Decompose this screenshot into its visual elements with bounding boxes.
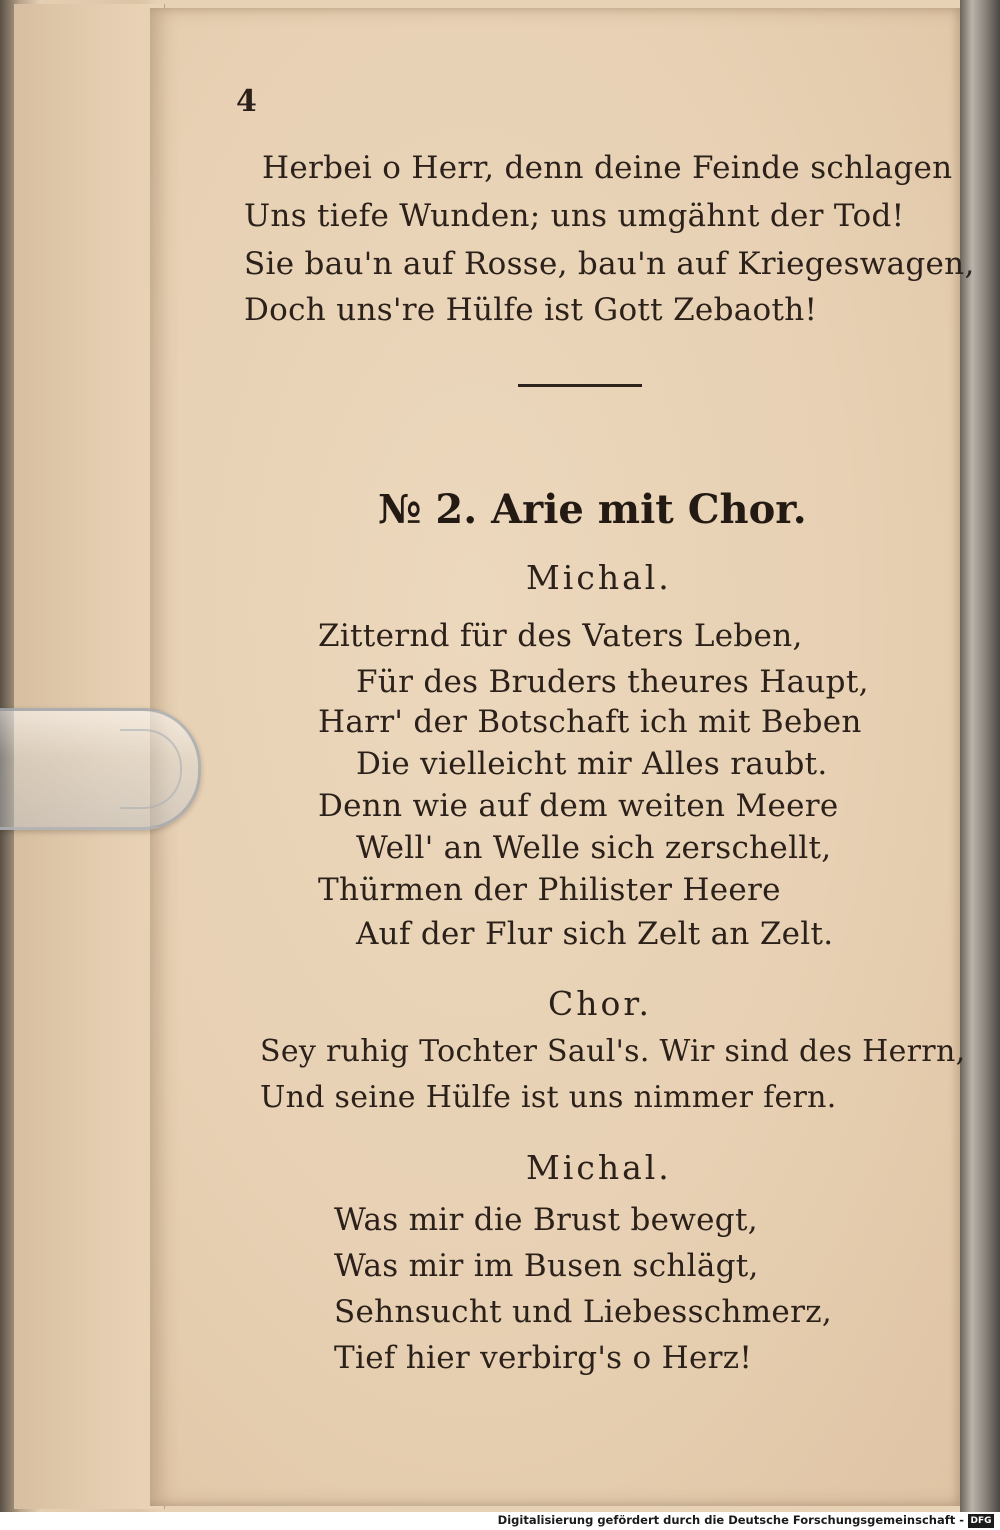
verse-line: Herbei o Herr, denn deine Feinde schlagen	[262, 150, 953, 186]
verse-line: Was mir im Busen schlägt,	[334, 1248, 759, 1284]
dfg-logo: DFG	[968, 1514, 994, 1528]
verse-line: Die vielleicht mir Alles raubt.	[356, 746, 828, 782]
page-clip-loop	[120, 729, 182, 809]
verse-line: Sie bau'n auf Rosse, bau'n auf Kriegeswagen,	[244, 246, 975, 282]
verse-line: Doch uns're Hülfe ist Gott Zebaoth!	[244, 292, 818, 328]
section-divider	[518, 384, 642, 387]
verse-line: Auf der Flur sich Zelt an Zelt.	[356, 916, 834, 952]
verse-line: Sey ruhig Tochter Saul's. Wir sind des Herrn,	[260, 1034, 966, 1069]
verse-line: Zitternd für des Vaters Leben,	[318, 618, 803, 654]
verse-line: Denn wie auf dem weiten Meere	[318, 788, 839, 824]
scan-edge	[960, 0, 1000, 1512]
section-title: № 2. Arie mit Chor.	[378, 486, 807, 533]
page-number: 4	[236, 84, 257, 119]
verse-line: Thürmen der Philister Heere	[318, 872, 781, 908]
verse-line: Uns tiefe Wunden; uns umgähnt der Tod!	[244, 198, 905, 234]
funding-credit: Digitalisierung gefördert durch die Deutsche Forschungsgemeinschaft -	[497, 1513, 964, 1527]
speaker-name: Michal.	[526, 558, 672, 597]
speaker-name: Michal.	[526, 1148, 672, 1187]
speaker-name: Chor.	[548, 984, 653, 1023]
page-clip	[0, 708, 201, 830]
verse-line: Was mir die Brust bewegt,	[334, 1202, 758, 1238]
verse-line: Harr' der Botschaft ich mit Beben	[318, 704, 862, 740]
verse-line: Für des Bruders theures Haupt,	[356, 664, 869, 700]
verse-line: Tief hier verbirg's o Herz!	[334, 1340, 753, 1376]
verse-line: Und seine Hülfe ist uns nimmer fern.	[260, 1080, 837, 1115]
verse-line: Well' an Welle sich zerschellt,	[356, 830, 832, 866]
verse-line: Sehnsucht und Liebesschmerz,	[334, 1294, 832, 1330]
